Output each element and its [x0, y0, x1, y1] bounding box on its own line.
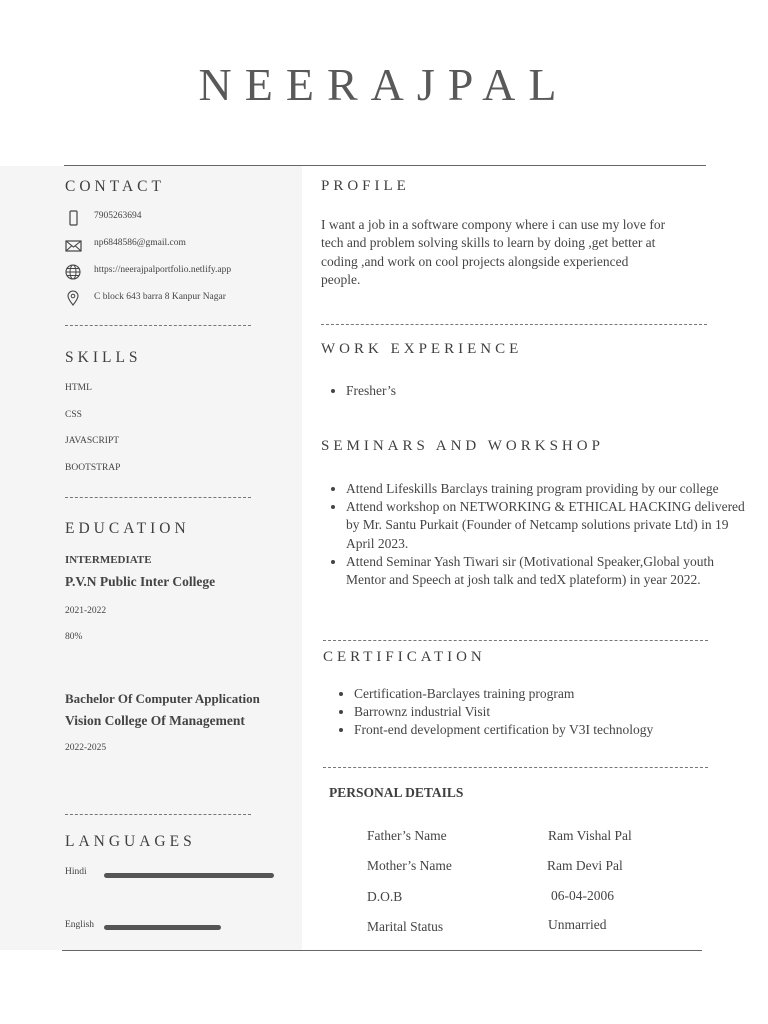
seminars-divider: [323, 640, 708, 641]
list-item: • Attend Seminar Yash Tiwari sir (Motivational Speaker,Global youth Mentor and Speech at josh talk and tedX plateform) in year 2022.: [346, 553, 751, 589]
contact-address: C block 643 barra 8 Kanpur Nagar: [94, 292, 226, 302]
education-level: INTERMEDIATE: [65, 554, 152, 566]
profile-line: tech and problem solving skills to learn by doing ,get better at: [321, 235, 656, 251]
language-name: English: [65, 920, 95, 930]
phone-icon: [65, 210, 83, 226]
personal-value: Ram Vishal Pal: [548, 828, 632, 843]
education-school: Vision College Of Management: [65, 713, 245, 728]
contact-email[interactable]: np6848586@gmail.com: [94, 238, 186, 248]
seminars-heading: SEMINARS AND WORKSHOP: [321, 438, 604, 454]
seminars-list: [321, 480, 751, 589]
certification-list: [329, 685, 734, 740]
list-item: • Fresher’s: [346, 382, 726, 400]
list-item: • Attend Lifeskills Barclays training program providing by our college: [346, 480, 751, 498]
skill-item: JAVASCRIPT: [65, 436, 120, 446]
education-years: 2022-2025: [65, 743, 107, 753]
personal-label: D.O.B: [367, 889, 403, 904]
mail-icon: [65, 238, 83, 254]
skill-item: HTML: [65, 383, 92, 393]
work-list: [321, 382, 726, 400]
language-level-bar: [104, 925, 221, 930]
education-years: 2021-2022: [65, 606, 107, 616]
personal-details-heading: PERSONAL DETAILS: [329, 785, 464, 800]
personal-label: Mother’s Name: [367, 858, 452, 873]
personal-label: Marital Status: [367, 919, 444, 934]
profile-line: coding ,and work on cool projects alongside experienced: [321, 253, 629, 269]
certification-heading: CERTIFICATION: [323, 649, 486, 665]
skills-heading: SKILLS: [65, 349, 142, 366]
bottom-divider: [62, 950, 702, 951]
list-item: • Front-end development certification by V3I technology: [354, 721, 734, 739]
education-divider: [65, 814, 251, 815]
contact-heading: CONTACT: [65, 178, 165, 195]
contact-divider: [65, 325, 251, 326]
profile-heading: PROFILE: [321, 178, 410, 194]
languages-heading: LANGUAGES: [65, 833, 196, 850]
personal-value: 06-04-2006: [551, 888, 614, 903]
education-heading: EDUCATION: [65, 520, 190, 537]
contact-website[interactable]: https://neerajpalportfolio.netlify.app: [94, 265, 232, 275]
education-score: 80%: [65, 632, 83, 642]
globe-icon: [65, 264, 83, 280]
contact-phone: 7905263694: [94, 211, 142, 221]
personal-label: Father’s Name: [367, 828, 447, 843]
education-level: Bachelor Of Computer Application: [65, 691, 260, 706]
skill-item: CSS: [65, 410, 82, 420]
education-school: P.V.N Public Inter College: [65, 574, 216, 589]
personal-value: Unmarried: [548, 917, 607, 932]
language-name: Hindi: [65, 867, 87, 877]
profile-line: I want a job in a software compony where i can use my love for: [321, 217, 666, 232]
certification-divider: [323, 767, 708, 768]
candidate-name: NEERAJPAL: [198, 59, 570, 110]
profile-divider: [321, 324, 707, 325]
profile-text: [321, 216, 711, 289]
profile-line: people.: [321, 271, 361, 287]
list-item: • Certification-Barclayes training program: [354, 685, 734, 703]
personal-value: Ram Devi Pal: [547, 858, 623, 873]
skill-item: BOOTSTRAP: [65, 463, 121, 473]
language-level-bar: [104, 873, 274, 878]
list-item: • Barrownz industrial Visit: [354, 703, 734, 721]
work-heading: WORK EXPERIENCE: [321, 341, 523, 357]
list-item: • Attend workshop on NETWORKING & ETHICAL HACKING delivered by Mr. Santu Purkait (Founder of Netcamp solutions private Ltd) in 19 April 2023.: [346, 498, 751, 553]
skills-divider: [65, 497, 251, 498]
location-pin-icon: [65, 290, 83, 306]
